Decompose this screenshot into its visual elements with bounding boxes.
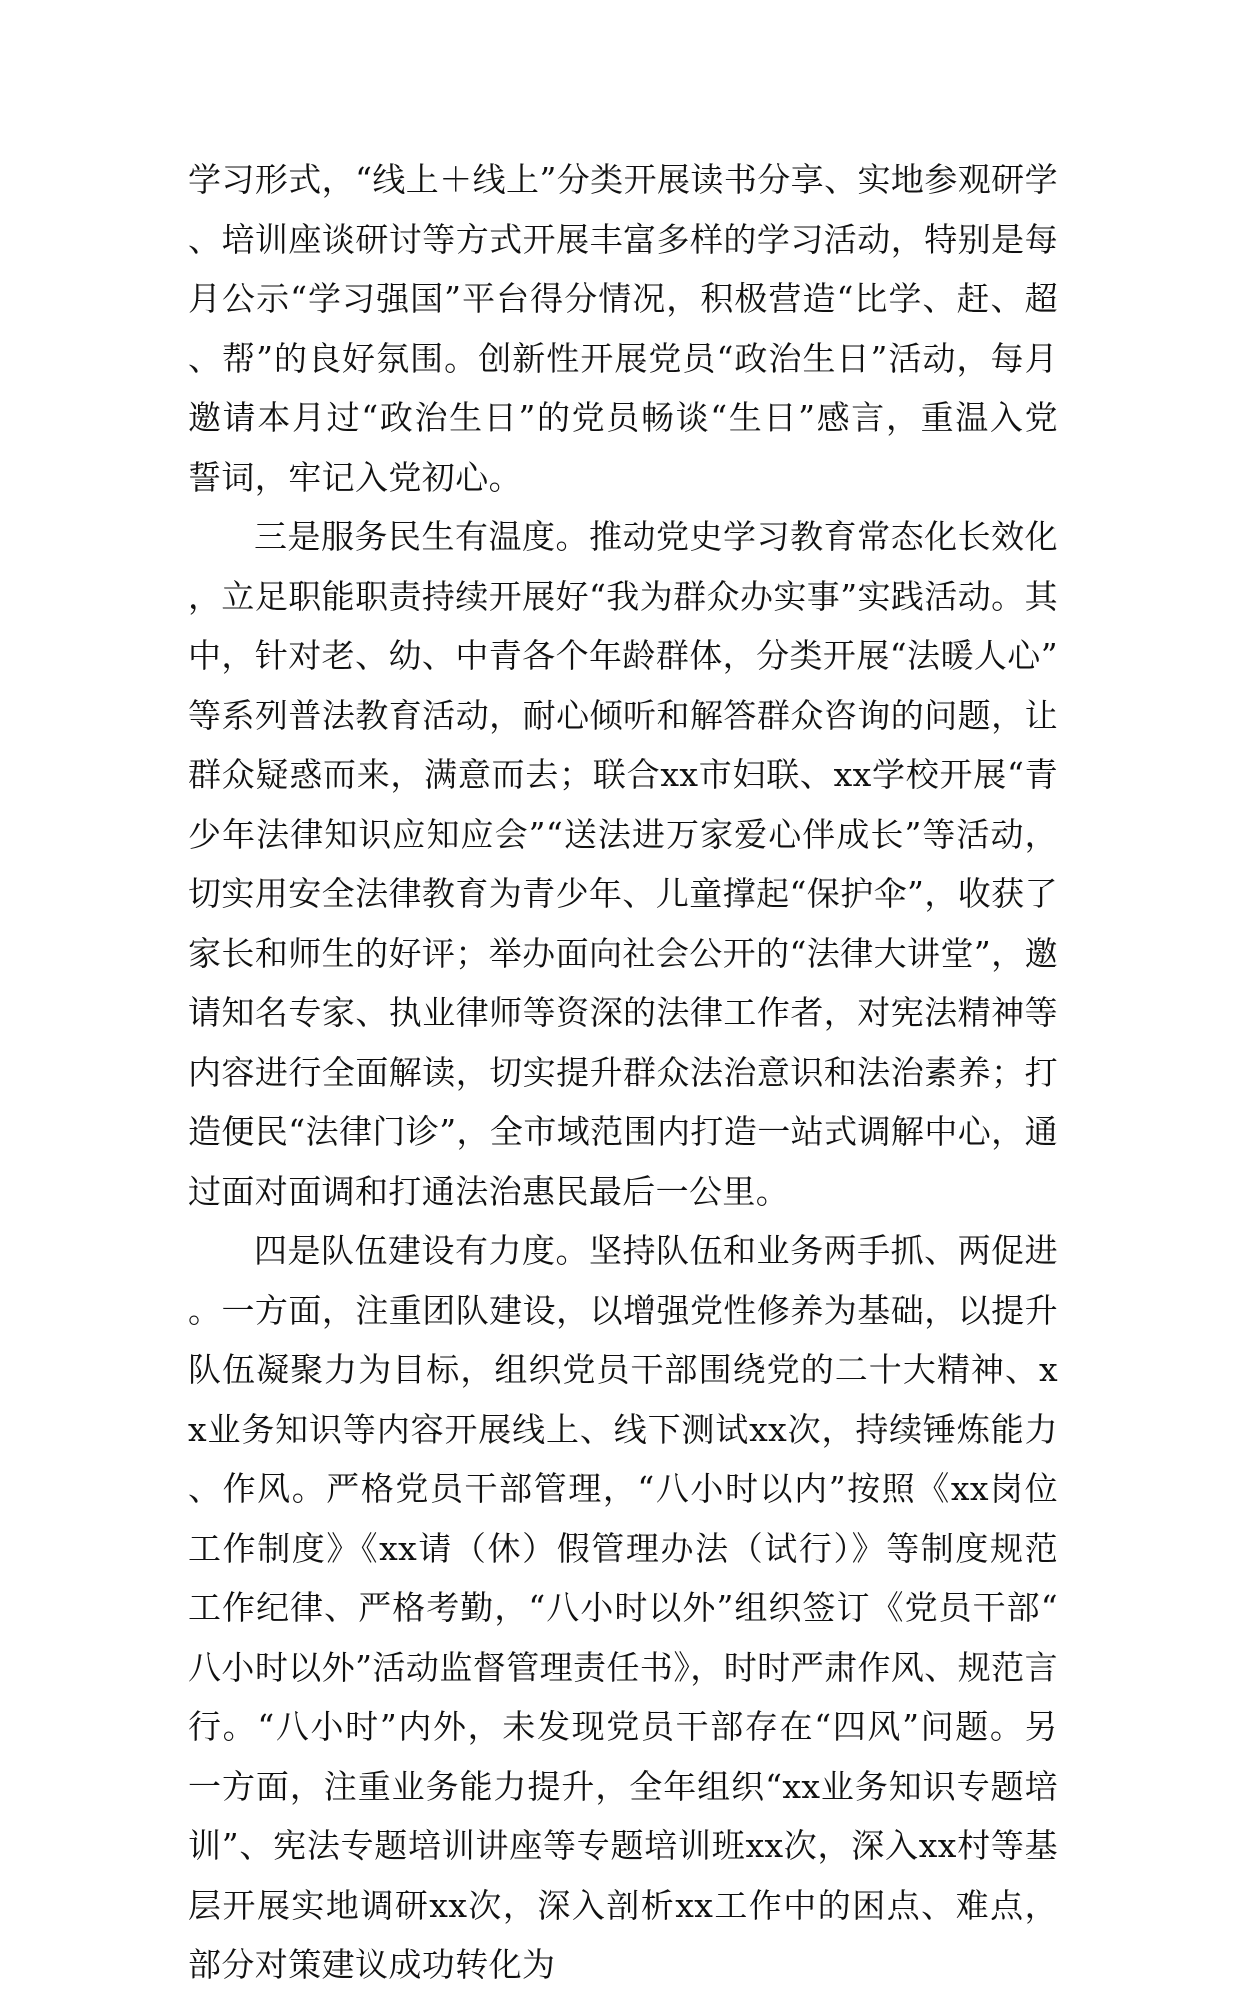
body-text	[188, 150, 1058, 1995]
paragraph-study-forms: 学习形式，“线上＋线上”分类开展读书分享、实地参观研学、培训座谈研讨等方式开展丰富多样的学习活动，特别是每月公示“学习强国”平台得分情况，积极营造“比学、赶、超、帮”的良好氛围。创新性开展党员“政治生日”活动，每月邀请本月过“政治生日”的党员畅谈“生日”感言，重温入党誓词，牢记入党初心。	[188, 160, 1058, 497]
paragraph-service-livelihood: 三是服务民生有温度。推动党史学习教育常态化长效化，立足职能职责持续开展好“我为群众办实事”实践活动。其中，针对老、幼、中青各个年龄群体，分类开展“法暖人心”等系列普法教育活动，耐心倾听和解答群众咨询的问题，让群众疑惑而来，满意而去；联合xx市妇联、xx学校开展“青少年法律知识应知应会”“送法进万家爱心伴成长”等活动，切实用安全法律教育为青少年、儿童撑起“保护伞”，收获了家长和师生的好评；举办面向社会公开的“法律大讲堂”，邀请知名专家、执业律师等资深的法律工作者，对宪法精神等内容进行全面解读，切实提升群众法治意识和法治素养；打造便民“法律门诊”，全市域范围内打造一站式调解中心，通过面对面调和打通法治惠民最后一公里。	[188, 517, 1058, 1211]
paragraph-team-building: 四是队伍建设有力度。坚持队伍和业务两手抓、两促进。一方面，注重团队建设，以增强党性修养为基础，以提升队伍凝聚力为目标，组织党员干部围绕党的二十大精神、xx业务知识等内容开展线上、线下测试xx次，持续锤炼能力、作风。严格党员干部管理，“八小时以内”按照《xx岗位工作制度》《xx请（休）假管理办法（试行）》等制度规范工作纪律、严格考勤，“八小时以外”组织签订《党员干部“八小时以外”活动监督管理责任书》，时时严肃作风、规范言行。“八小时”内外，未发现党员干部存在“四风”问题。另一方面，注重业务能力提升，全年组织“xx业务知识专题培训”、宪法专题培训讲座等专题培训班xx次，深入xx村等基层开展实地调研xx次，深入剖析xx工作中的困点、难点，部分对策建议成功转化为	[188, 1231, 1058, 1984]
